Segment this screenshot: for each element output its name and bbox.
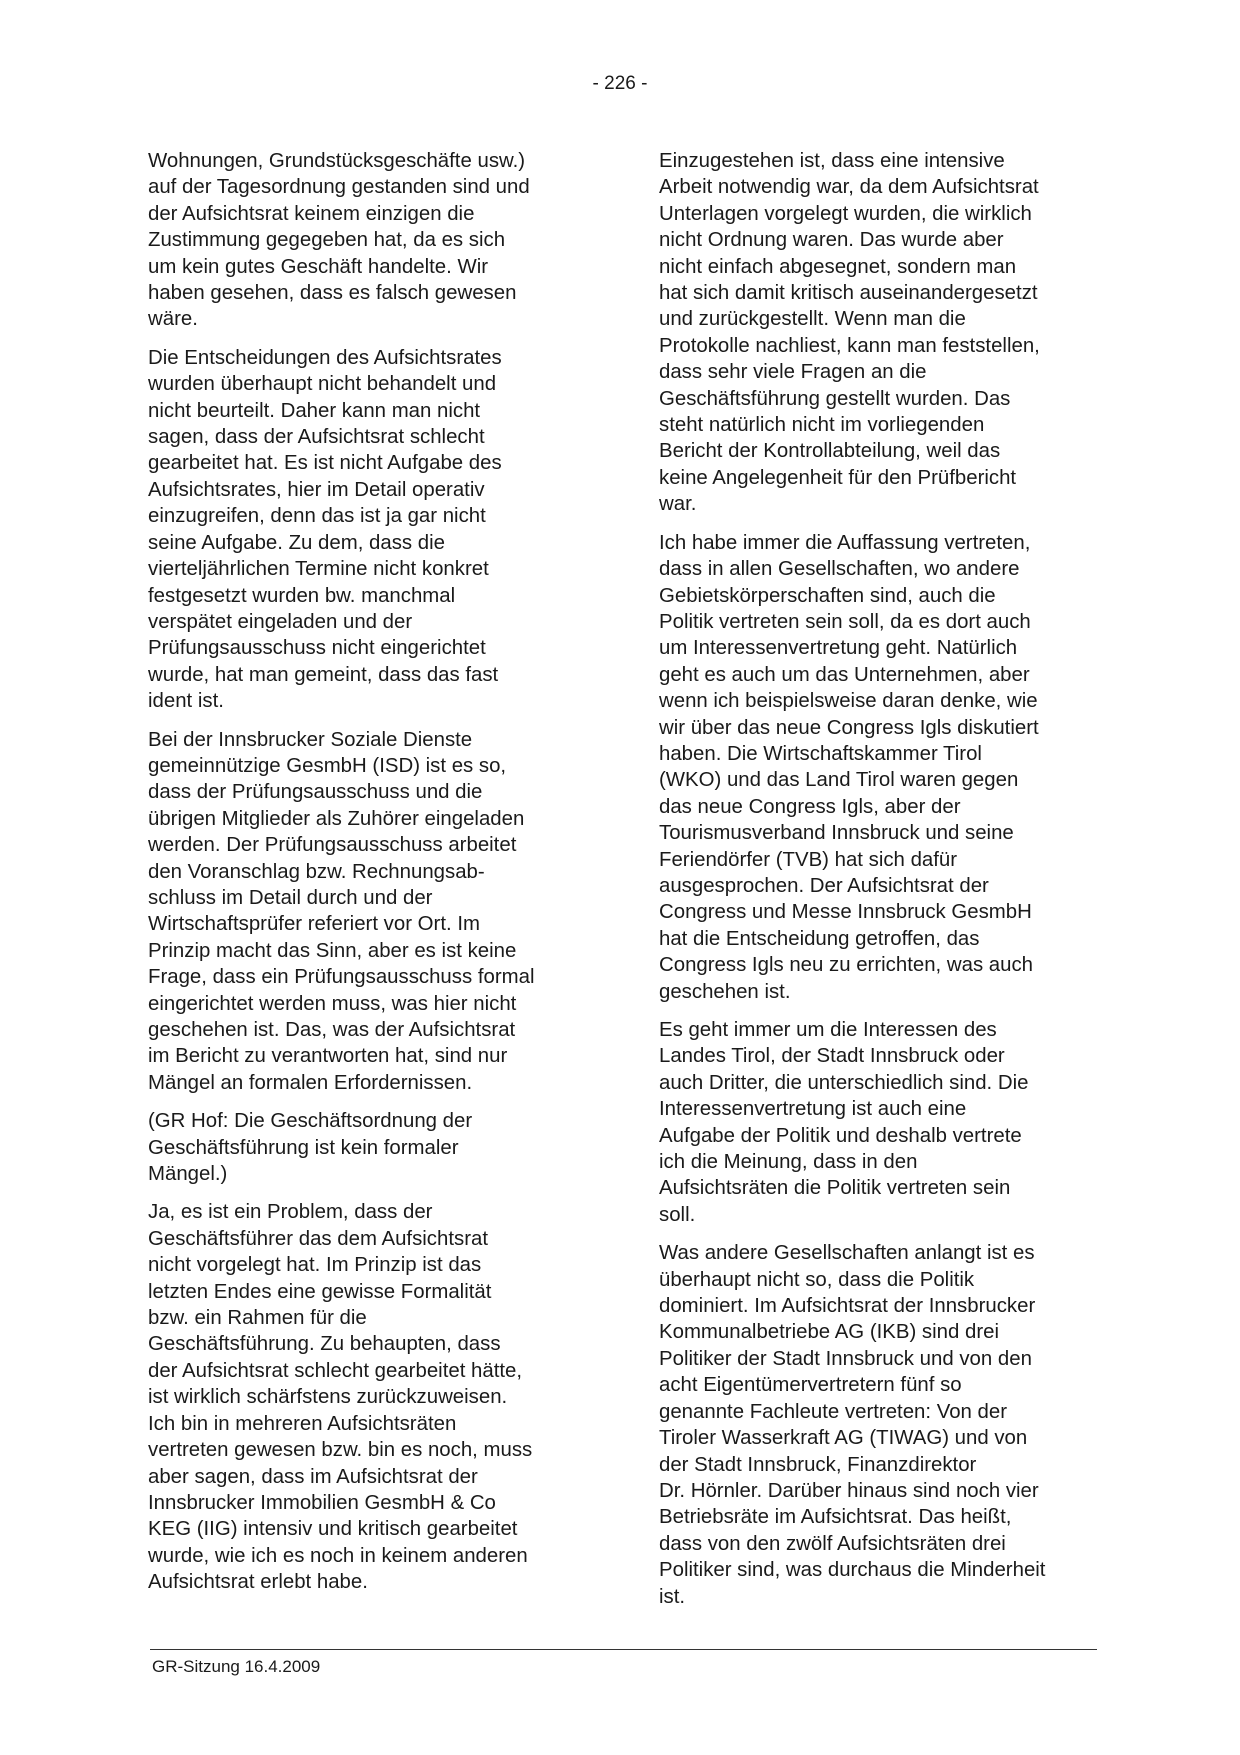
- left-column: [148, 148, 588, 1608]
- footer-divider: [150, 1649, 1097, 1650]
- paragraph: (GR Hof: Die Geschäftsordnung der Geschäftsführung ist kein formaler Mängel.): [148, 1110, 473, 1186]
- paragraph: Was andere Gesellschaften anlangt ist es überhaupt nicht so, dass die Politik dominiert. Im Aufsichtsrat der Innsbrucker Kommunalbetriebe AG (IKB) sind drei Politiker der Stadt Innsbruck und von den acht Eigentümervertretern fünf so genannte Fachleute vertreten: Von der Tiroler Wasserkraft AG (TIWAG) und von der Stadt Innsbruck, Finanzdirektor Dr. Hörnler. Darüber hinaus sind noch vier Betriebsräte im Aufsichtsrat. Das heißt, dass von den zwölf Aufsichtsräten drei Politiker sind, was durchaus die Minderheit ist.: [659, 1242, 1046, 1608]
- paragraph: Ja, es ist ein Problem, dass der Geschäftsführer das dem Aufsichtsrat nicht vorgelegt hat. Im Prinzip ist das letzten Endes eine gewisse Formalität bzw. ein Rahmen für die Geschäftsführung. Zu behaupten, dass der Aufsichtsrat schlecht gearbeitet hätte, ist wirklich schärfstens zurückzuweisen. Ich bin in mehreren Aufsichtsräten vertreten gewesen bzw. bin es noch, muss aber sagen, dass im Aufsichtsrat der Innsbrucker Immobilien GesmbH & Co KEG (IIG) intensiv und kritisch gearbeitet wurde, wie ich es noch in keinem anderen Aufsichtsrat erlebt habe.: [148, 1201, 533, 1594]
- paragraph: Wohnungen, Grundstücksgeschäfte usw.) auf der Tagesordnung gestanden sind und der Aufsichtsrat keinem einzigen die Zustimmung gegegeben hat, da es sich um kein gutes Geschäft handelte. Wir haben gesehen, dass es falsch gewesen wäre.: [148, 150, 530, 331]
- paragraph: Die Entscheidungen des Aufsichtsrates wurden überhaupt nicht behandelt und nicht beurteilt. Daher kann man nicht sagen, dass der Aufsichtsrat schlecht gearbeitet hat. Es ist nicht Aufgabe des Aufsichtsrates, hier im Detail operativ einzugreifen, denn das ist ja gar nicht seine Aufgabe. Zu dem, dass die vierteljährlichen Termine nicht konkret festgesetzt wurden bw. manchmal verspätet eingeladen und der Prüfungsausschuss nicht eingerichtet wurde, hat man gemeint, dass das fast ident ist.: [148, 346, 502, 713]
- paragraph: Einzugestehen ist, dass eine intensive Arbeit notwendig war, da dem Aufsichtsrat Unterlagen vorgelegt wurden, die wirklich nicht Ordnung waren. Das wurde aber nicht einfach abgesegnet, sondern man hat sich damit kritisch auseinandergesetzt und zurückgestellt. Wenn man die Protokolle nachliest, kann man feststellen, dass sehr viele Fragen an die Geschäftsführung gestellt wurden. Das steht natürlich nicht im vorliegenden Bericht der Kontrollabteilung, weil das keine Angelegenheit für den Prüfbericht war.: [659, 150, 1040, 516]
- page-number: - 226 -: [592, 73, 648, 94]
- paragraph: Bei der Innsbrucker Soziale Dienste gemeinnützige GesmbH (ISD) ist es so, dass der Prüfungsausschuss und die übrigen Mitglieder als Zuhörer eingeladen werden. Der Prüfungsausschuss arbeitet den Voranschlag bzw. Rechnungsab- schluss im Detail durch und der Wirtschaftsprüfer referiert vor Ort. Im Prinzip macht das Sinn, aber es ist keine Frage, dass ein Prüfungsausschuss formal eingerichtet werden muss, was hier nicht geschehen ist. Das, was der Aufsichtsrat im Bericht zu verantworten hat, sind nur Mängel an formalen Erfordernissen.: [148, 728, 535, 1094]
- right-column: [659, 148, 1099, 1622]
- footer-session-date: GR-Sitzung 16.4.2009: [152, 1657, 321, 1676]
- paragraph: Ich habe immer die Auffassung vertreten, dass in allen Gesellschaften, wo andere Gebietskörperschaften sind, auch die Politik vertreten sein soll, da es dort auch um Interessenvertretung geht. Natürlich geht es auch um das Unternehmen, aber wenn ich beispielsweise daran denke, wie wir über das neue Congress Igls diskutiert haben. Die Wirtschaftskammer Tirol (WKO) und das Land Tirol waren gegen das neue Congress Igls, aber der Tourismusverband Innsbruck und seine Feriendörfer (TVB) hat sich dafür ausgesprochen. Der Aufsichtsrat der Congress und Messe Innsbruck GesmbH hat die Entscheidung getroffen, das Congress Igls neu zu errichten, was auch geschehen ist.: [659, 531, 1039, 1003]
- paragraph: Es geht immer um die Interessen des Landes Tirol, der Stadt Innsbruck oder auch Dritter, die unterschiedlich sind. Die Interessenvertretung ist auch eine Aufgabe der Politik und deshalb vertrete ich die Meinung, dass in den Aufsichtsräten die Politik vertreten sein soll.: [659, 1019, 1029, 1226]
